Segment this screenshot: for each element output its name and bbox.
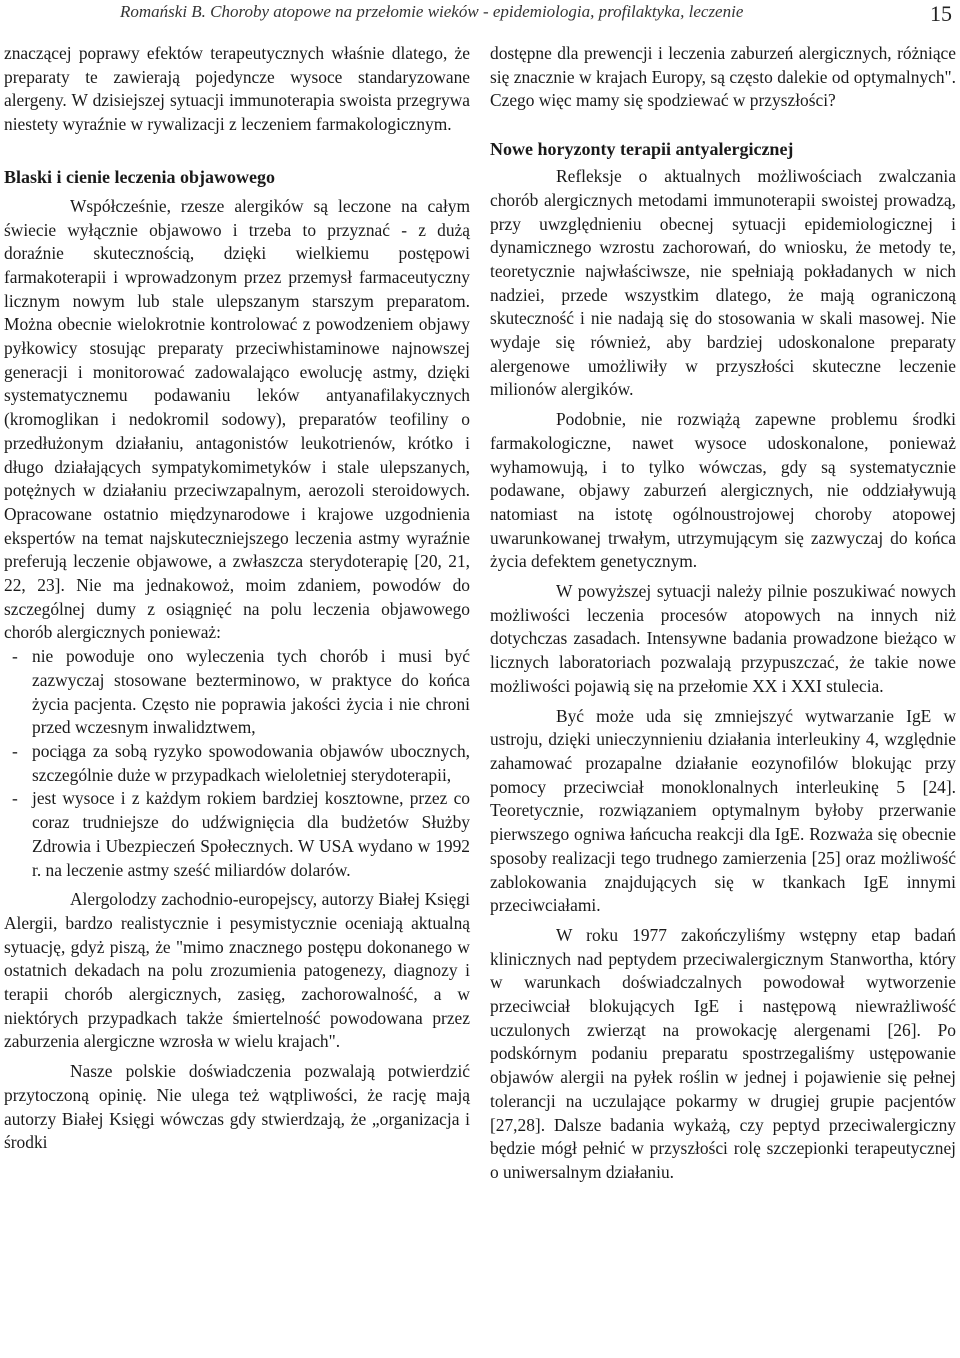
right-intro-paragraph: dostępne dla prewencji i leczenia zaburzeń alergicznych, różniące się znacznie w krajach Europy, są często dalekie od optymalnych". Czego więc mamy się spodziewać w przyszłości?	[490, 43, 956, 111]
left-column	[4, 42, 470, 1155]
right-paragraph-4: Być może uda się zmniejszyć wytwarzanie IgE w ustroju, dzięki unieczynnieniu działania interleukiny 4, względnie zahamować prozapalne działanie eozynofilów blokując przy pomocy przeciwciał monoklonalnych interleukinę 5 [24]. Teoretycznie, rozwiązaniem optymalnym byłoby przerwanie pierwszego ogniwa łańcucha reakcji dla IgE. Rozważa się obecnie sposoby realizacji tego trudnego zamierzenia [25] oraz możliwość zablokowania znajdujących się w tkankach IgE innymi przeciwciałami.	[490, 705, 956, 916]
section-heading-symptomatic-treatment: Blaski i cienie leczenia objawowego	[4, 166, 275, 187]
list-item: - jest wysoce i z każdym rokiem bardziej kosztowne, przez co coraz trudniejsze do udźwignięcia dla budżetów Służby Zdrowia i Ubezpieczeń Społecznych. W USA wydano w 1992 r. na leczenie astmy sześć miliardów dolarów.	[4, 787, 470, 882]
list-item: - nie powoduje ono wyleczenia tych chorób i musi być zazwyczaj stosowane bezterminowo, w praktyce do końca życia pacjenta. Często nie poprawia jakości życia i nie chroni przed wczesnym inwalidztwem,	[4, 645, 470, 740]
page-header	[0, 0, 960, 30]
left-paragraph-3: Nasze polskie doświadczenia pozwalają potwierdzić przytoczoną opinię. Nie ulega też wątpliwości, że rację mają autorzy Białej Księgi wówczas gdy stwierdzają, że „organizacja i środki	[4, 1061, 470, 1153]
left-paragraph-2: Alergolodzy zachodnio-europejscy, autorzy Białej Księgi Alergii, bardzo realistycznie i pesymistycznie oceniają aktualną sytuację, gdyż piszą, że "mimo znacznego postępu dokonanego w ostatnich dekadach na polu zrozumienia patogenezy, diagnozy i terapii chorób alergicznych, zasięg, zachorowalność, a w niektórych przypadkach także śmiertelność powodowana przez zaburzenia alergiczne wzrosła w wielu krajach".	[4, 889, 470, 1052]
section-heading-new-horizons: Nowe horyzonty terapii antyalergicznej	[490, 139, 794, 160]
right-paragraph-3: W powyższej sytuacji należy pilnie poszukiwać nowych możliwości leczenia procesów atopowych na innych niż dotychczas zasadach. Intensywne badania prowadzone bieżąco w licznych laboratoriach pozwalają przypuszczać, że takie nowe możliwości pojawią się na przełomie XX i XXI stulecia.	[490, 581, 956, 696]
page-number: 15	[930, 1, 952, 26]
running-head: Romański B. Choroby atopowe na przełomie wieków - epidemiologia, profilaktyka, leczenie	[120, 2, 744, 21]
right-column	[490, 42, 956, 1185]
right-paragraph-2: Podobnie, nie rozwiążą zapewne problemu środki farmakologiczne, nawet wysoce udoskonalone, ponieważ wyhamowują, i to tylko wówczas, gdy są systematycznie podawane, objawy zaburzeń alergicznych, nie oddziaływują natomiast na istotę ogólnoustrojowej choroby atopowej uwarunkowanej trwałym, utrzymującym się zazwyczaj do końca życia defektem genetycznym.	[490, 409, 956, 572]
right-paragraph-5: W roku 1977 zakończyliśmy wstępny etap badań klinicznych nad peptydem przeciwalergicznym Stanwortha, który w warunkach doświadczalnych powodował wytworzenie przeciwciał blokujących IgE i następową niewrażliwość uczulonych zwierząt na prowokację alergenami [26]. Po podskórnym podaniu preparatu spostrzegaliśmy ustępowanie objawów alergii na pyłek roślin w jednej i pojawienie się pełnej tolerancji na uczulające pokarmy w drugiej grupie pacjentów [27,28]. Dalsze badania wykażą, czy peptyd przeciwalergiczny będzie mógł pełnić w przyszłości rolę szczepionki terapeutycznej o uniwersalnym działaniu.	[490, 924, 956, 1182]
left-intro-paragraph: znaczącej poprawy efektów terapeutycznych właśnie dlatego, że preparaty te zawierają pojedyncze wysoce standaryzowane alergeny. W dzisiejszej sytuacji immunoterapia swoista przegrywa niestety wyraźnie w rywalizacji z leczeniem farmakologicznym.	[4, 43, 470, 135]
left-paragraph-1: Współcześnie, rzesze alergików są leczone na całym świecie wyłącznie objawowo i trzeba to przyznać - z dużą doraźnie skutecznością, dzięki wielkiemu postępowi farmakoterapii i wprowadzonym przez przemysł farmaceutyczny licznym nowym lub stale ulepszanym starszym preparatom. Można obecnie wielokrotnie kontrolować z powodzeniem objawy pyłkowicy stosując preparaty przeciwhistaminowe najnowszej generacji i monitorować zadowalająco ewolucję astmy, dzięki systematycznemu podawaniu leków antyanafilakycznych (kromoglikan i nedokromil sodowy), preparatów teofiliny o przedłużonym działaniu, antagonistów leukotrienów, krótko i długo działających sympatykomimetyków i stale ulepszanych, potężnych w działaniu przeciwzapalnym, aerozoli steroidowych. Opracowane ostatnio międzynarodowe i krajowe uzgodnienia ekspertów na temat najskuteczniejszego leczenia astmy wyraźnie preferują leczenie objawowe, a zwłaszcza sterydoterapię [20, 21, 22, 23]. Nie ma jednakowoż, moim zdaniem, powodów do szczególnej dumy z osiągnięć na polu leczenia objawowego chorób alergicznych ponieważ:	[4, 195, 470, 643]
right-paragraph-1: Refleksje o aktualnych możliwościach zwalczania chorób alergicznych metodami immunoterapii swoistej prowadzą, przy uwzględnieniu obecnej sytuacji epidemiologicznej i dynamicznego wzrostu zachorowań, do wniosku, że metody te, teoretycznie najwłaściwsze, nie spełniają pokładanych w nich nadziei, przede wszystkim dlatego, że mają ograniczoną skuteczność i nie nadają się do stosowania w skali masowej. Nie wydaje się również, aby bardziej udoskonalone preparaty alergenowe umożliwiły w przyszłości skuteczne leczenie milionów alergików.	[490, 166, 956, 400]
drawbacks-list	[4, 645, 470, 882]
list-item: - pociąga za sobą ryzyko spowodowania objawów ubocznych, szczególnie duże w przypadkach wieloletniej sterydoterapii,	[4, 740, 470, 787]
